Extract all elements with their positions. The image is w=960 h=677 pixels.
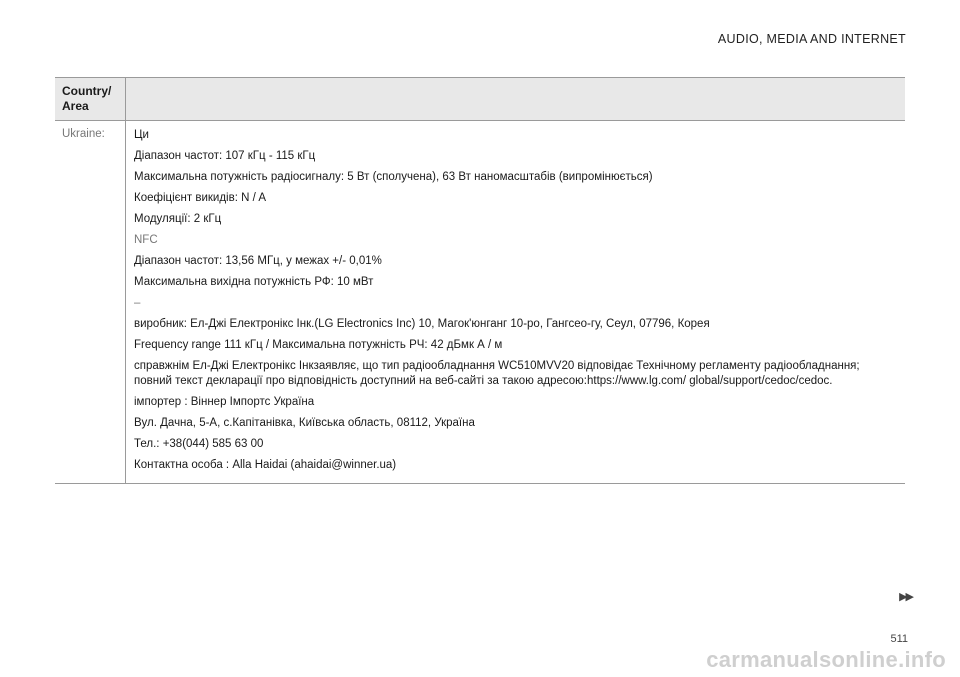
text-line: виробник: Ел-Джі Електронікс Інк.(LG Electronics Inc) 10, Магок'юнганг 10-ро, Гангсео-гу, Сеул, 07796, Корея [134,318,710,330]
text-line: імпортер : Віннер Імпортс Україна [134,396,315,408]
column-header-empty [126,78,905,120]
text-line: Модуляції: 2 кГц [134,213,222,225]
regulatory-table [55,77,905,484]
text-line: NFC [134,234,158,246]
text-line: Максимальна потужність радіосигналу: 5 Вт (сполучена), 63 Вт наномасштабів (випромінюється) [134,171,653,183]
text-line: Діапазон частот: 107 кГц - 115 кГц [134,150,316,162]
row-content [126,121,905,483]
table-row [55,121,905,483]
text-line: Вул. Дачна, 5-А, с.Капітанівка, Київська область, 08112, Україна [134,417,475,429]
page-number: 511 [890,633,908,645]
row-label: Ukraine: [55,121,126,483]
text-line: Тел.: +38(044) 585 63 00 [134,438,264,450]
column-header-country: Country/ Area [55,78,126,120]
section-header: AUDIO, MEDIA AND INTERNET [717,32,906,46]
double-chevron-right-icon[interactable]: ▶▶ [899,591,912,603]
text-line: – [134,297,141,309]
watermark: carmanualsonline.info [706,647,946,672]
text-line: Коефіцієнт викидів: N / A [134,192,267,204]
text-line: Ци [134,129,149,141]
table-header-row [55,78,905,121]
text-line: Діапазон частот: 13,56 МГц, у межах +/- 0,01% [134,255,382,267]
text-line: Контактна особа : Alla Haidai (ahaidai@winner.ua) [134,459,397,471]
text-line: Frequency range 111 кГц / Максимальна потужність РЧ: 42 дБмк А / м [134,339,503,351]
text-line: справжнім Ел-Джі Електронікс Інкзаявляє, що тип радіообладнання WC510MVV20 відповідає Технічному регламенту радіообладнання; повний текст декларації про відповідність доступний на веб-сайті за такою адресою:https://www.lg.com/ global/support/cedoc/cedoc. [134,360,860,387]
text-line: Максимальна вихідна потужність РФ: 10 мВт [134,276,374,288]
